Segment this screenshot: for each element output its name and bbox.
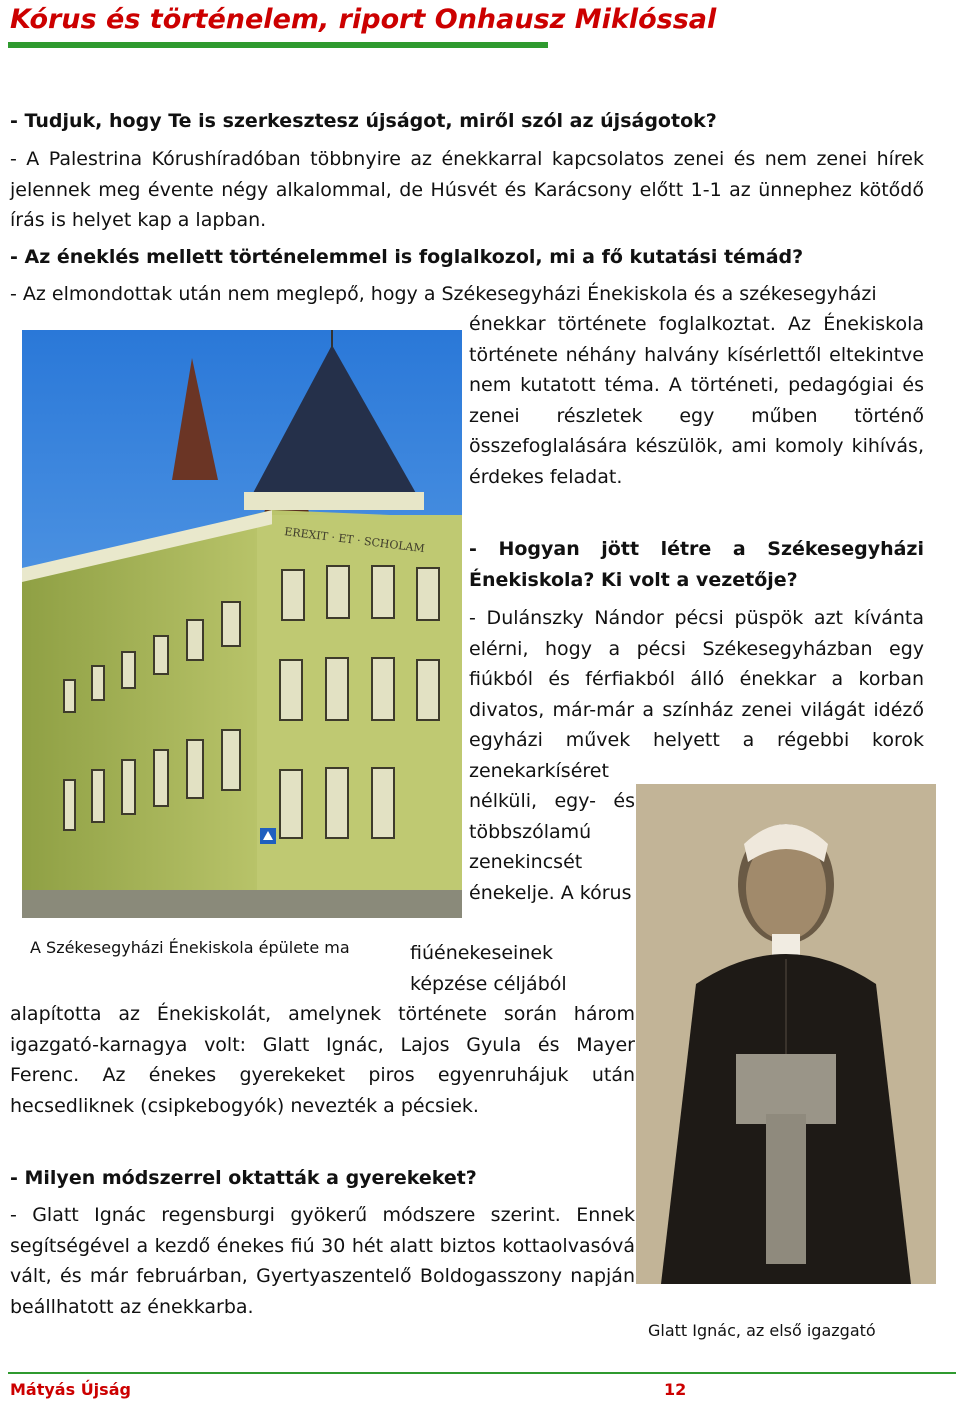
question-4: - Milyen módszerrel oktatták a gyerekeket?: [10, 1167, 477, 1189]
answer-3-part-3: fiúénekeseinek képzése céljából: [410, 942, 567, 995]
glatt-ignac-portrait: [636, 784, 936, 1284]
answer-2-start: - Az elmondottak után nem meglepő, hogy a Székesegyházi Énekiskola és a székesegyházi: [10, 283, 877, 305]
answer-3-part-2: nélküli, egy- és többszólamú zenekincsét énekelje. A kórus: [469, 790, 635, 904]
title-underline: [8, 42, 548, 48]
article-title: Kórus és történelem, riport Onhausz Miklóssal: [10, 4, 717, 35]
question-2: - Az éneklés mellett történelemmel is foglalkozol, mi a fő kutatási témád?: [10, 246, 804, 268]
building-caption: A Székesegyházi Énekiskola épülete ma: [30, 938, 350, 957]
answer-1: - A Palestrina Kórushíradóban többnyire az énekkarral kapcsolatos zenei és nem zenei hírek jelennek meg évente négy alkalommal, de Húsvét és Karácsony előtt 1-1 az ünnephez kötődő írás is helyet kap a lapban.: [10, 148, 924, 231]
school-building-photo: [22, 330, 462, 918]
question-3: - Hogyan jött létre a Székesegyházi Énekiskola? Ki volt a vezetője?: [469, 538, 924, 591]
answer-2-rest: énekkar története foglalkoztat. Az Énekiskola története néhány halvány kísérlettől eltekintve nem kutatott téma. A történeti, pedagógiai és zenei részletek egy műben történő összefoglalására készülök, ami komoly kihívás, érdekes feladat.: [469, 313, 924, 488]
answer-3-part-1: - Dulánszky Nándor pécsi püspök azt kívánta elérni, hogy a pécsi Székesegyházban egy fiúkból és férfiakból álló énekkar a korban divatos, már-már a színház zenei világát idéző egyházi művek helyett a régebbi korok zenekarkíséret: [469, 607, 924, 782]
footer-rule: [8, 1372, 956, 1374]
answer-4: - Glatt Ignác regensburgi gyökerű módszere szerint. Ennek segítségével a kezdő énekes fiú 30 hét alatt biztos kottaolvasóvá vált, és már februárban, Gyertyaszentelő Boldogasszony napján beállhatott az énekkarba.: [10, 1204, 635, 1318]
publication-name: Mátyás Újság: [10, 1380, 131, 1399]
answer-3-part-4: alapította az Énekiskolát, amelynek története során három igazgató-karnagya volt: Glatt Ignác, Lajos Gyula és Mayer Ferenc. Az énekes gyerekeket piros egyenruhájuk után hecsedliknek (csipkebogyók) nevezték a pécsiek.: [10, 1003, 635, 1117]
building-inscription: EREXIT · ET · SCHOLAM: [283, 525, 426, 556]
page-number: 12: [664, 1380, 687, 1399]
question-1: - Tudjuk, hogy Te is szerkesztesz újságot, miről szól az újságotok?: [10, 110, 717, 132]
portrait-caption: Glatt Ignác, az első igazgató: [648, 1321, 876, 1340]
